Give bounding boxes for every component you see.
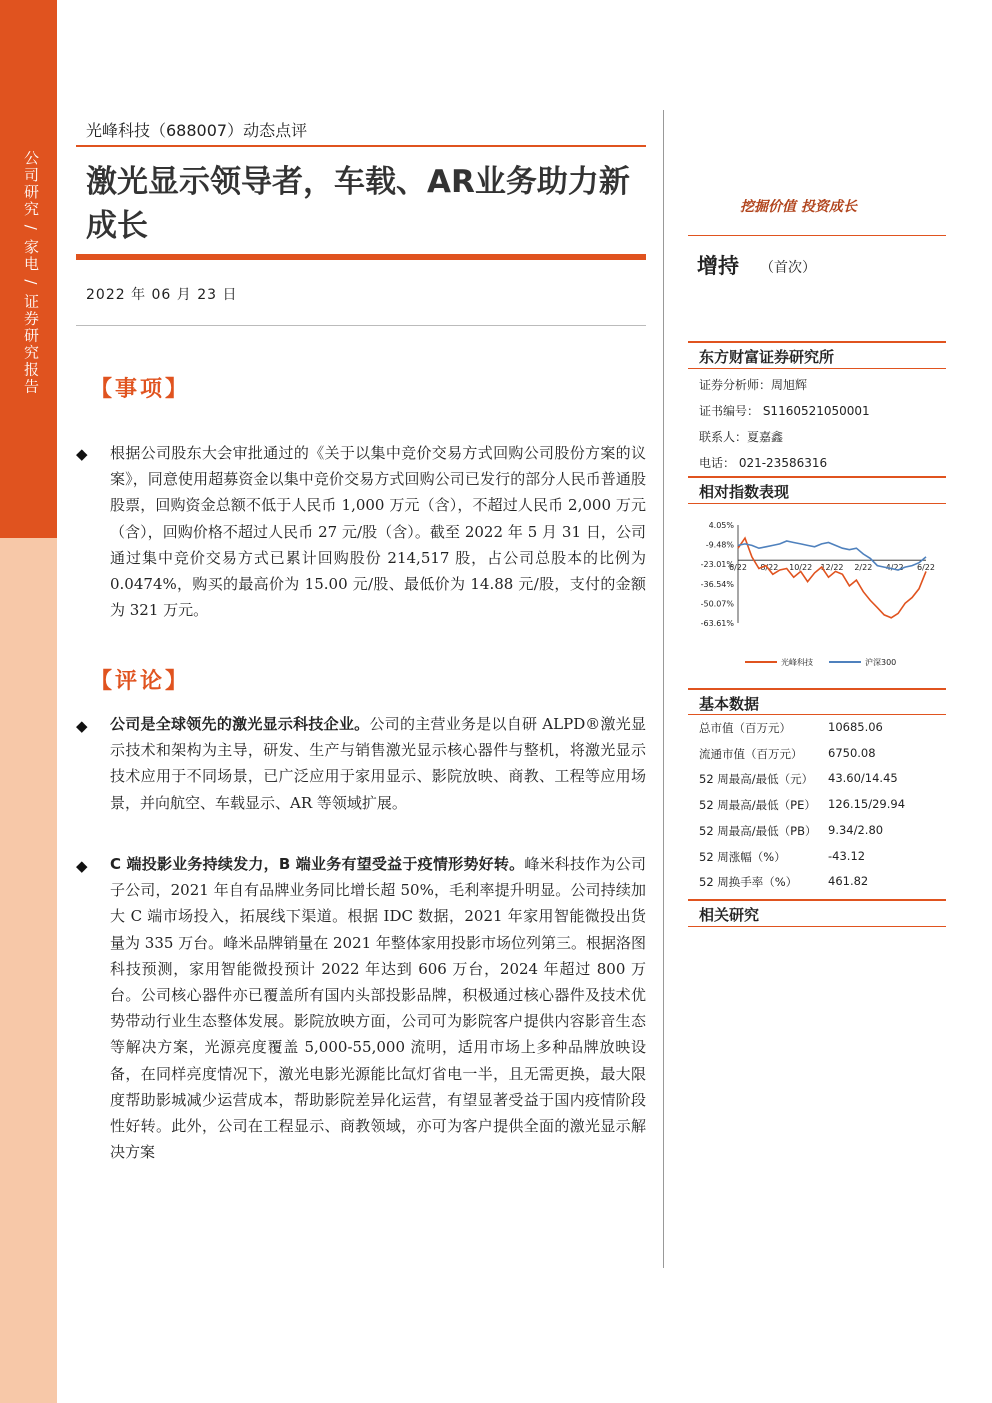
report-date: 2022 年 06 月 23 日 bbox=[86, 287, 238, 303]
comment-2-lead: C 端投影业务持续发力，B 端业务有望受益于疫情形势好转。 bbox=[110, 855, 525, 873]
basic-data-label: 总市值（百万元） bbox=[699, 721, 791, 735]
certificate-number: 证书编号： S1160521050001 bbox=[699, 404, 870, 418]
rating-top-rule bbox=[688, 235, 946, 236]
institute-rule bbox=[688, 341, 946, 343]
institute-under-rule bbox=[688, 368, 946, 369]
basic-data-value: -43.12 bbox=[828, 848, 866, 863]
x-tick-label: 4/22 bbox=[885, 563, 904, 573]
basic-data-label: 52 周涨幅（%） bbox=[699, 849, 786, 864]
y-tick-label: -9.48% bbox=[705, 540, 734, 550]
comment-paragraph-1 bbox=[110, 711, 646, 816]
event-paragraph: 根据公司股东大会审批通过的《关于以集中竞价交易方式回购公司股份方案的议案》，同意使用超募资金以集中竞价交易方式回购公司已发行的部分人民币普通股股票，回购资金总额不低于人民币 1,000 万元（含），不超过人民币 2,000 万元（含），回购价格不超过人民币 27 元/股（含）。截至 2022 年 5 月 31 日，公司通过集中竞价交易方式已累计回购股份 214,517 股，占公司总股本的比例为 0.0474%，购买的最高价为 15.00 元/股、最低价为 14.88 元/股，支付的金额为 321 万元。 bbox=[110, 444, 646, 620]
institute-name: 东方财富证券研究所 bbox=[699, 348, 835, 366]
comment-paragraph-2 bbox=[110, 851, 646, 1165]
report-subtitle: 光峰科技（688007）动态点评 bbox=[86, 121, 308, 140]
subtitle-rule bbox=[76, 145, 646, 147]
basic-data-value: 9.34/2.80 bbox=[828, 822, 884, 837]
related-under-rule bbox=[688, 926, 946, 927]
x-tick-label: 10/22 bbox=[789, 563, 813, 573]
comment-1-lead: 公司是全球领先的激光显示科技企业。 bbox=[110, 715, 370, 733]
related-rule bbox=[688, 899, 946, 901]
basic-data-label: 52 周最高/最低（PE） bbox=[699, 798, 816, 813]
basic-rule bbox=[688, 688, 946, 690]
series-line bbox=[738, 538, 926, 618]
comment-2-text: 峰米科技作为公司子公司，2021 年自有品牌业务同比增长超 50%，毛利率提升明显。公司持续加大 C 端市场投入，拓展线下渠道。根据 IDC 数据，2021 年家用智能微投出货量为 335 万台。峰米品牌销量在 2021 年整体家用投影市场位列第三。根据洛图科技预测，家用智能微投预计 2022 年达到 606 万台，2024 年超过 800 万台。公司核心器件亦已覆盖所有国内头部投影品牌，积极通过核心器件及技术优势带动行业生态整体发展。影院放映方面，公司可为影院客户提供内容影音生态等解决方案，光源亮度覆盖 5,000-55,000 流明，适用市场上多种品牌放映设备，在同样亮度情况下，激光电影光源能比氙灯省电一半，且无需更换，最大限度帮助影城减少运营成本，帮助影院差异化运营，有望显著受益于国内疫情阶段性好转。此外，公司在工程显示、商教领域，亦可为客户提供全面的激光显示解决方案 bbox=[110, 855, 646, 1162]
x-tick-label: 6/22 bbox=[917, 563, 935, 573]
comment-heading: 【评论】 bbox=[90, 668, 191, 694]
basic-data-value: 461.82 bbox=[828, 874, 869, 889]
event-heading: 【事项】 bbox=[90, 376, 191, 402]
column-divider bbox=[663, 110, 664, 1268]
bullet-icon: ◆ bbox=[76, 717, 88, 735]
page-title: 激光显示领导者，车载、AR业务助力新成长 bbox=[86, 164, 630, 244]
basic-data-value: 126.15/29.94 bbox=[828, 797, 906, 812]
perf-rule bbox=[688, 476, 946, 478]
y-tick-label: -63.61% bbox=[700, 619, 734, 628]
basic-data-heading: 基本数据 bbox=[699, 695, 760, 713]
phone-number: 电话： 021-23586316 bbox=[699, 456, 828, 470]
legend-label: 沪深300 bbox=[865, 658, 897, 667]
perf-heading: 相对指数表现 bbox=[699, 483, 790, 501]
x-tick-label: 12/22 bbox=[820, 563, 844, 573]
basic-data-value: 10685.06 bbox=[828, 720, 883, 734]
x-tick-label: 6/22 bbox=[729, 563, 747, 573]
date-rule bbox=[76, 325, 646, 326]
bullet-icon: ◆ bbox=[76, 445, 88, 463]
legend-label: 光峰科技 bbox=[781, 658, 813, 667]
y-tick-label: -23.01% bbox=[700, 560, 734, 570]
x-tick-label: 8/22 bbox=[760, 563, 779, 573]
y-tick-label: -50.07% bbox=[700, 599, 734, 609]
basic-data-label: 52 周最高/最低（PB） bbox=[699, 823, 817, 838]
rating: 增持 bbox=[697, 254, 739, 278]
basic-data-label: 流通市值（百万元） bbox=[699, 746, 803, 761]
perf-under-rule bbox=[688, 503, 946, 504]
y-tick-label: -36.54% bbox=[700, 579, 734, 589]
basic-under-rule bbox=[688, 714, 946, 715]
comment-1-text: 公司的主营业务是以自研 ALPD®激光显示技术和架构为主导，研发、生产与销售激光显示核心器件与整机，将激光显示技术应用于不同场景，已广泛应用于家用显示、影院放映、商教、工程等应用场景，并向航空、车载显示、AR 等领域扩展。 bbox=[110, 715, 646, 812]
basic-data-label: 52 周换手率（%） bbox=[699, 875, 798, 890]
bullet-icon: ◆ bbox=[76, 857, 88, 875]
sidebar-category: 公司研究 / 家电 / 证券研究报告 bbox=[22, 150, 40, 396]
x-tick-label: 2/22 bbox=[854, 563, 873, 573]
slogan: 挖掘价值 投资成长 bbox=[740, 199, 857, 215]
basic-data-label: 52 周最高/最低（元） bbox=[699, 772, 814, 787]
basic-data-value: 43.60/14.45 bbox=[828, 771, 898, 786]
rating-note: （首次） bbox=[760, 260, 816, 276]
title-rule bbox=[76, 254, 646, 260]
y-tick-label: 4.05% bbox=[708, 521, 734, 530]
basic-data-value: 6750.08 bbox=[828, 745, 876, 760]
sidebar-lower-band bbox=[0, 538, 57, 1403]
contact-person: 联系人：夏嘉鑫 bbox=[699, 430, 784, 444]
related-research-heading: 相关研究 bbox=[699, 906, 760, 924]
analyst: 证券分析师：周旭辉 bbox=[699, 378, 808, 392]
relative-performance-chart bbox=[690, 515, 946, 675]
